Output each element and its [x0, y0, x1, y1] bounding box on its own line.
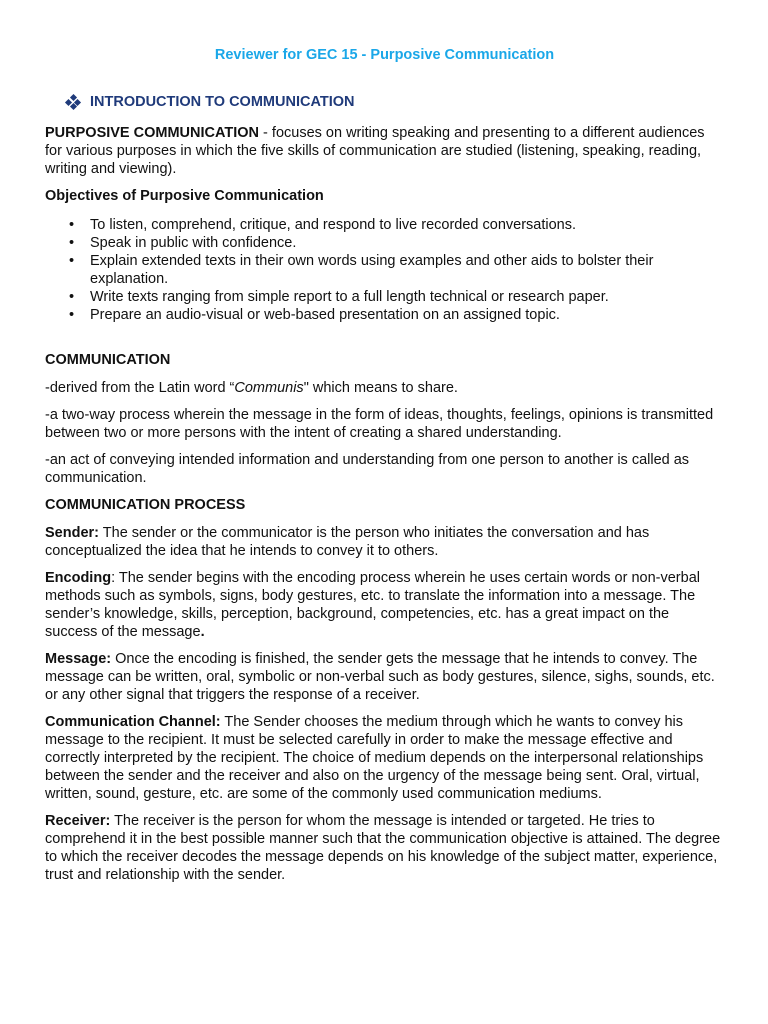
- document-title: Reviewer for GEC 15 - Purposive Communication: [214, 47, 555, 63]
- communication-process-heading: COMMUNICATION PROCESS: [45, 497, 246, 513]
- list-item: • To listen, comprehend, critique, and respond to live recorded conversations.: [90, 216, 724, 234]
- sender-term: Sender:: [45, 525, 99, 541]
- list-item: • Explain extended texts in their own words using examples and other aids to bolster their explanation.: [90, 252, 724, 288]
- encoding-term: Encoding: [45, 570, 112, 586]
- encoding-text: : The sender begins with the encoding process wherein he uses certain words or non-verbal methods such as symbols, signs, body gestures, etc. to translate the information into a message. The sender’s knowledge, skills, perception, background, competencies, etc. has a great impact on the success of the message: [45, 570, 700, 640]
- latin-word: Communis: [234, 380, 304, 396]
- purposive-definition-text: - focuses on writing speaking and presenting to a different audiences for various purposes in which the five skills of communication are studied (listening, speaking, reading, writing and viewing).: [45, 125, 705, 177]
- objectives-list: [45, 216, 724, 324]
- sender-text: The sender or the communicator is the person who initiates the conversation and has conceptualized the idea that he intends to convey it to others.: [45, 525, 650, 559]
- communication-definition-3: -an act of conveying intended information and understanding from one person to another is called as communication.: [45, 452, 690, 486]
- objectives-heading: Objectives of Purposive Communication: [45, 188, 324, 204]
- message-text: Once the encoding is finished, the sender gets the message that he intends to convey. The message can be written, oral, symbolic or non-verbal such as body gestures, silence, sighs, sounds, etc. or any other signal that triggers the response of a receiver.: [45, 651, 715, 703]
- communication-definition-2: -a two-way process wherein the message in the form of ideas, thoughts, feelings, opinions is transmitted between two or more persons with the intent of creating a shared understanding.: [45, 407, 714, 441]
- sender-paragraph: [45, 524, 724, 560]
- list-item: • Prepare an audio-visual or web-based presentation on an assigned topic.: [90, 306, 724, 324]
- communication-definition-1: [45, 379, 724, 397]
- channel-term: Communication Channel:: [45, 714, 221, 730]
- section-heading: [66, 93, 724, 111]
- purposive-definition: [45, 124, 724, 178]
- message-term: Message:: [45, 651, 112, 667]
- receiver-paragraph: [45, 812, 724, 884]
- channel-text: The Sender chooses the medium through which he wants to convey his message to the recipient. It must be selected carefully in order to make the message effective and correctly interpreted by the recipient. The choice of medium depends on the interpersonal relationships between the sender and the receiver and also on the urgency of the message being sent. Oral, virtual, written, sound, gesture, etc. are some of the commonly used communication mediums.: [45, 714, 704, 802]
- message-paragraph: [45, 650, 724, 704]
- section-heading-text: INTRODUCTION TO COMMUNICATION: [90, 94, 355, 110]
- purposive-term: PURPOSIVE COMMUNICATION: [45, 125, 260, 141]
- encoding-paragraph: [45, 569, 724, 641]
- definition-suffix: " which means to share.: [303, 380, 458, 396]
- communication-heading: COMMUNICATION: [45, 352, 171, 368]
- receiver-text: The receiver is the person for whom the message is intended or targeted. He tries to comprehend it in the best possible manner such that the communication objective is attained. The degree to which the receiver decodes the message depends on his knowledge of the subject matter, experience, trust and relationship with the sender.: [45, 813, 721, 883]
- channel-paragraph: [45, 713, 724, 803]
- receiver-term: Receiver:: [45, 813, 111, 829]
- encoding-end: .: [200, 624, 205, 640]
- definition-prefix: -derived from the Latin word “: [45, 380, 235, 396]
- list-item: • Speak in public with confidence.: [90, 234, 724, 252]
- list-item: • Write texts ranging from simple report to a full length technical or research paper.: [90, 288, 724, 306]
- diamond-bullet-icon: [66, 95, 80, 109]
